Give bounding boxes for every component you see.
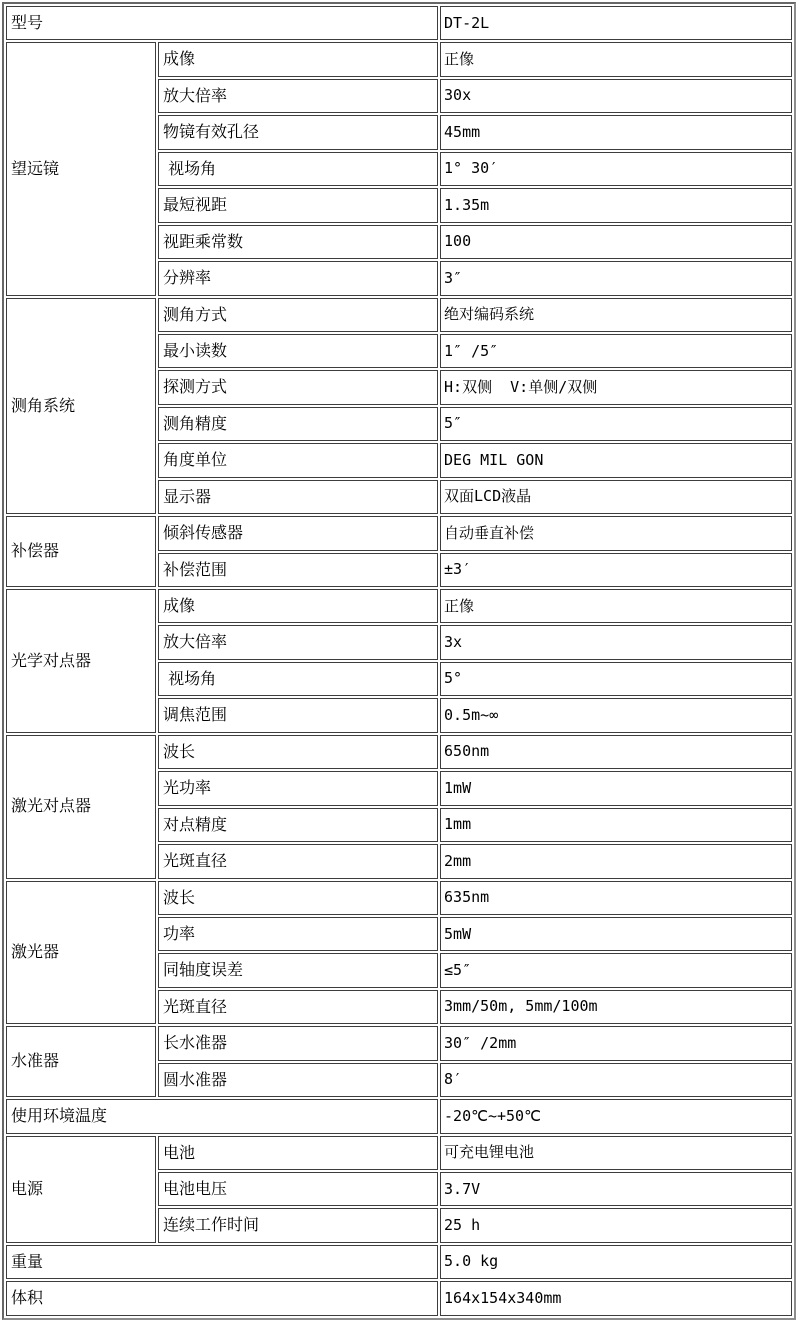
spec-value: ≤5″ [440, 953, 792, 987]
spec-label: 补偿范围 [158, 553, 438, 587]
table-row [6, 6, 792, 40]
table-row [6, 589, 792, 623]
spec-label: 视场角 [158, 662, 438, 696]
table-row [6, 1099, 792, 1133]
spec-label: 调焦范围 [158, 698, 438, 732]
table-row [6, 1245, 792, 1279]
spec-value: 正像 [440, 42, 792, 76]
spec-label: 波长 [158, 735, 438, 769]
section-name-laser-plummet: 激光对点器 [6, 735, 156, 879]
spec-label: 成像 [158, 42, 438, 76]
spec-label: 连续工作时间 [158, 1208, 438, 1242]
spec-value: 8′ [440, 1063, 792, 1097]
table-row [6, 1026, 792, 1060]
spec-value: DEG MIL GON [440, 443, 792, 477]
spec-label: 角度单位 [158, 443, 438, 477]
spec-value: 1mm [440, 808, 792, 842]
spec-value: 正像 [440, 589, 792, 623]
spec-label: 光斑直径 [158, 844, 438, 878]
table-row [6, 42, 792, 76]
spec-value: 25 h [440, 1208, 792, 1242]
spec-label: 测角方式 [158, 298, 438, 332]
spec-label: 物镜有效孔径 [158, 115, 438, 149]
spec-value: 绝对编码系统 [440, 298, 792, 332]
spec-value: 3mm/50m, 5mm/100m [440, 990, 792, 1024]
table-row [6, 881, 792, 915]
section-name-compensator: 补偿器 [6, 516, 156, 587]
table-row [6, 298, 792, 332]
spec-label: 放大倍率 [158, 79, 438, 113]
spec-value: 5° [440, 662, 792, 696]
spec-value: 635nm [440, 881, 792, 915]
spec-label: 最短视距 [158, 188, 438, 222]
section-name-angle-system: 测角系统 [6, 298, 156, 515]
model-value: DT-2L [440, 6, 792, 40]
spec-value: 3″ [440, 261, 792, 295]
volume-label: 体积 [6, 1281, 438, 1316]
spec-label: 最小读数 [158, 334, 438, 368]
table-row [6, 516, 792, 550]
spec-value: 100 [440, 225, 792, 259]
spec-label: 电池 [158, 1136, 438, 1170]
spec-label: 视场角 [158, 152, 438, 186]
spec-value: 30″ /2mm [440, 1026, 792, 1060]
spec-value: 5″ [440, 407, 792, 441]
spec-label: 分辨率 [158, 261, 438, 295]
volume-value: 164x154x340mm [440, 1281, 792, 1316]
spec-label: 测角精度 [158, 407, 438, 441]
spec-label: 同轴度误差 [158, 953, 438, 987]
section-name-laser: 激光器 [6, 881, 156, 1025]
spec-value: H:双侧 V:单侧/双侧 [440, 370, 792, 404]
spec-label: 光斑直径 [158, 990, 438, 1024]
spec-label: 倾斜传感器 [158, 516, 438, 550]
table-row [6, 735, 792, 769]
spec-label: 长水准器 [158, 1026, 438, 1060]
spec-value: 1″ /5″ [440, 334, 792, 368]
spec-value: 1.35m [440, 188, 792, 222]
section-name-telescope: 望远镜 [6, 42, 156, 295]
weight-value: 5.0 kg [440, 1245, 792, 1279]
model-label: 型号 [6, 6, 438, 40]
spec-value: 3.7V [440, 1172, 792, 1206]
spec-label: 电池电压 [158, 1172, 438, 1206]
spec-value: 45mm [440, 115, 792, 149]
section-name-optical-plummet: 光学对点器 [6, 589, 156, 733]
weight-label: 重量 [6, 1245, 438, 1279]
spec-value: 双面LCD液晶 [440, 480, 792, 514]
spec-value: 30x [440, 79, 792, 113]
spec-value: 0.5m~∞ [440, 698, 792, 732]
spec-value: ±3′ [440, 553, 792, 587]
spec-value: 可充电锂电池 [440, 1136, 792, 1170]
spec-value: 650nm [440, 735, 792, 769]
spec-label: 光功率 [158, 771, 438, 805]
spec-label: 波长 [158, 881, 438, 915]
spec-value: 自动垂直补偿 [440, 516, 792, 550]
spec-value: 5mW [440, 917, 792, 951]
spec-label: 放大倍率 [158, 625, 438, 659]
spec-label: 视距乘常数 [158, 225, 438, 259]
spec-value: 3x [440, 625, 792, 659]
temperature-value: -20℃~+50℃ [440, 1099, 792, 1133]
temperature-label: 使用环境温度 [6, 1099, 438, 1133]
section-name-power: 电源 [6, 1136, 156, 1243]
spec-label: 圆水准器 [158, 1063, 438, 1097]
table-row [6, 1136, 792, 1170]
spec-label: 成像 [158, 589, 438, 623]
section-name-level: 水准器 [6, 1026, 156, 1097]
spec-label: 功率 [158, 917, 438, 951]
spec-value: 1° 30′ [440, 152, 792, 186]
spec-table [2, 2, 796, 1320]
spec-label: 对点精度 [158, 808, 438, 842]
spec-label: 显示器 [158, 480, 438, 514]
spec-value: 2mm [440, 844, 792, 878]
spec-value: 1mW [440, 771, 792, 805]
table-row [6, 1281, 792, 1316]
spec-label: 探测方式 [158, 370, 438, 404]
